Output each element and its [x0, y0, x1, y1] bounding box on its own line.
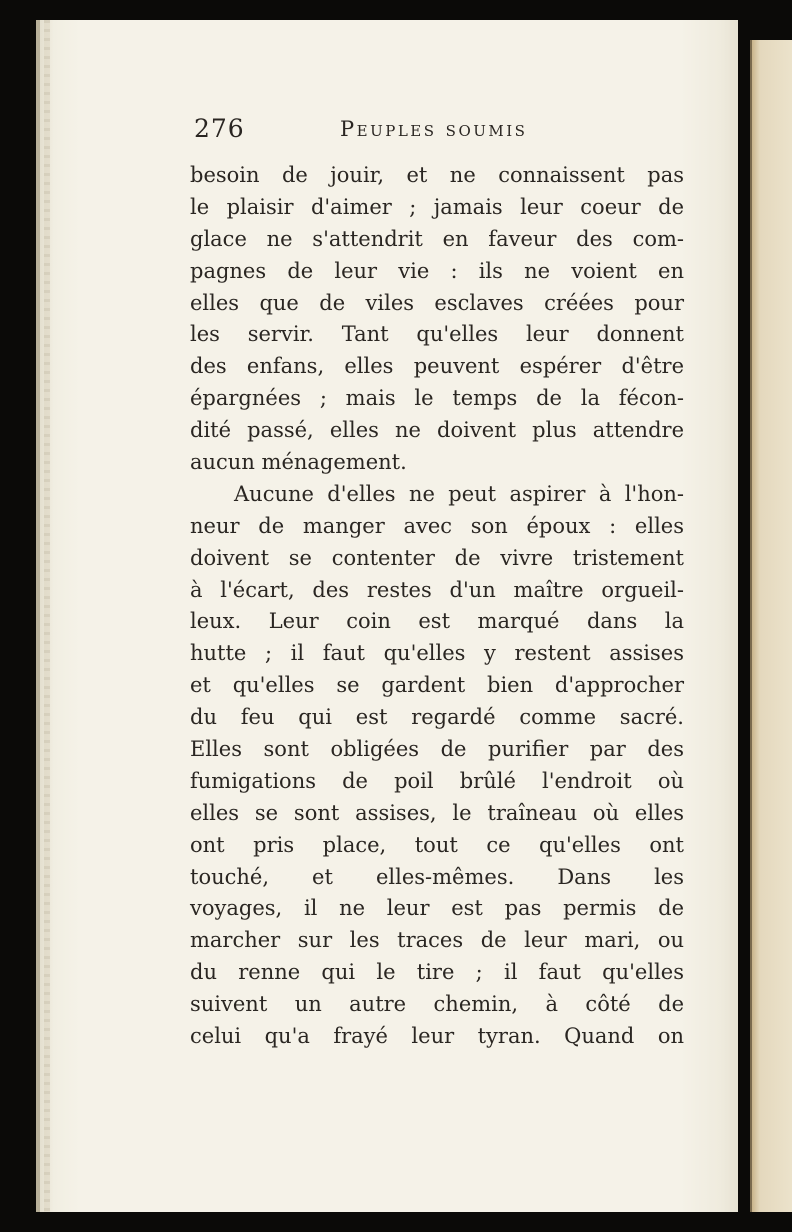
body-text: [190, 160, 684, 1053]
text-line: Elles sont obligées de purifier par des: [190, 737, 684, 762]
text-line: du renne qui le tire ; il faut qu'elles: [190, 960, 684, 985]
text-line: doivent se contenter de vivre tristement: [190, 545, 684, 570]
text-line: besoin de jouir, et ne connaissent pas: [190, 163, 684, 187]
text-line: ont pris place, tout ce qu'elles ont: [190, 832, 684, 857]
text-line: du feu qui est regardé comme sacré.: [190, 705, 684, 730]
running-head: [190, 110, 690, 150]
text-line: aucun ménagement.: [190, 450, 407, 475]
adjacent-page-edge: [750, 40, 792, 1212]
text-line: celui qu'a frayé leur tyran. Quand on: [190, 1024, 684, 1049]
text-line: voyages, il ne leur est pas permis de: [190, 896, 684, 921]
text-line: marcher sur les traces de leur mari, ou: [190, 928, 684, 953]
text-line: hutte ; il faut qu'elles y restent assises: [190, 641, 684, 666]
text-line: neur de manger avec son époux : elles: [190, 513, 684, 538]
text-line: dité passé, elles ne doivent plus attendre: [190, 418, 684, 443]
text-line: elles se sont assises, le traîneau où elles: [190, 800, 684, 825]
text-line: des enfans, elles peuvent espérer d'être: [190, 354, 684, 379]
text-line: touché, et elles-mêmes. Dans les: [190, 864, 684, 889]
text-line: elles que de viles esclaves créées pour: [190, 290, 684, 315]
text-line: pagnes de leur vie : ils ne voient en: [190, 258, 684, 283]
text-line: glace ne s'attendrit en faveur des com-: [190, 226, 684, 251]
text-line: leux. Leur coin est marqué dans la: [190, 609, 684, 634]
text-line: les servir. Tant qu'elles leur donnent: [190, 322, 684, 347]
text-line: fumigations de poil brûlé l'endroit où: [190, 768, 684, 793]
paragraph-start-line: Aucune d'elles ne peut aspirer à l'hon-: [234, 481, 684, 506]
running-title: Peuples soumis: [340, 117, 528, 141]
text-line: à l'écart, des restes d'un maître orgueil-: [190, 577, 684, 602]
text-line: suivent un autre chemin, à côté de: [190, 992, 684, 1017]
text-line: et qu'elles se gardent bien d'approcher: [190, 673, 684, 698]
text-line: le plaisir d'aimer ; jamais leur coeur de: [190, 194, 684, 219]
text-line: épargnées ; mais le temps de la fécon-: [190, 386, 684, 411]
page-number: 276: [194, 114, 245, 143]
